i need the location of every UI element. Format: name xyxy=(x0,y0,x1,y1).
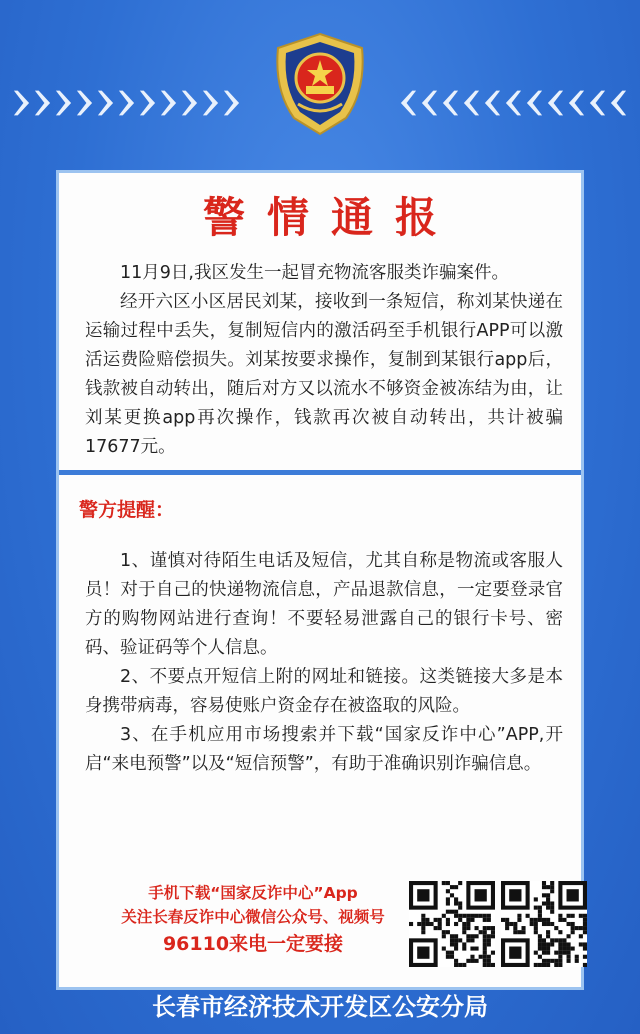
qr-code-icon[interactable] xyxy=(501,881,587,967)
chevron-icon xyxy=(159,88,178,118)
promo-download-line: 手机下载“国家反诈中心”App xyxy=(148,884,358,902)
chevron-icon xyxy=(96,88,115,118)
notice-card xyxy=(56,170,584,990)
promo-block xyxy=(83,881,423,959)
chevron-icon xyxy=(525,88,544,118)
promo-follow-line: 关注长春反诈中心微信公众号、视频号 xyxy=(121,908,385,926)
police-emblem-icon xyxy=(268,30,372,140)
notice-title: 警情通报 xyxy=(202,193,459,242)
chevron-icon xyxy=(399,88,418,118)
tips-heading: 警方提醒： xyxy=(79,499,175,521)
chevron-icon xyxy=(609,88,628,118)
promo-hotline-line: 96110来电一定要接 xyxy=(162,933,344,955)
qr-code-icon[interactable] xyxy=(409,881,495,967)
footer-organization: 长春市经济技术开发区公安分局 xyxy=(152,993,488,1021)
chevron-icon xyxy=(588,88,607,118)
chevron-icon xyxy=(54,88,73,118)
chevron-icon xyxy=(138,88,157,118)
chevron-icon xyxy=(462,88,481,118)
right-wing-icon xyxy=(399,88,628,118)
chevron-icon xyxy=(12,88,31,118)
chevron-icon xyxy=(567,88,586,118)
incident-paragraph: 经开六区小区居民刘某，接收到一条短信，称刘某快递在运输过程中丢失，复制短信内的激活码至手机银行APP可以激活运费险赔偿损失。刘某按要求操作，复制到某银行app后，钱款被自动转出，随后对方又以流水不够资金被冻结为由，让刘某更换app再次操作，钱款再次被自动转出，共计被骗17677元。 xyxy=(85,292,563,457)
tip-item: 2、不要点开短信上附的网址和链接。这类链接大多是本身携带病毒，容易使账户资金存在被盗取的风险。 xyxy=(85,667,563,716)
left-wing-icon xyxy=(12,88,241,118)
chevron-icon xyxy=(180,88,199,118)
incident-report xyxy=(85,259,563,462)
chevron-icon xyxy=(546,88,565,118)
tip-item: 1、谨慎对待陌生电话及短信，尤其自称是物流或客服人员！对于自己的快递物流信息，产品退款信息，一定要登录官方的购物网站进行查询！不要轻易泄露自己的银行卡号、密码、验证码等个人信息。 xyxy=(85,551,563,658)
chevron-icon xyxy=(420,88,439,118)
chevron-icon xyxy=(222,88,241,118)
chevron-icon xyxy=(441,88,460,118)
tips-list xyxy=(85,547,563,779)
chevron-icon xyxy=(117,88,136,118)
chevron-icon xyxy=(483,88,502,118)
chevron-icon xyxy=(75,88,94,118)
chevron-icon xyxy=(33,88,52,118)
tip-item: 3、在手机应用市场搜索并下载“国家反诈中心”APP,开启“来电预警”以及“短信预警”，有助于准确识别诈骗信息。 xyxy=(85,725,563,774)
chevron-icon xyxy=(504,88,523,118)
chevron-icon xyxy=(201,88,220,118)
section-divider xyxy=(59,470,581,475)
incident-paragraph: 11月9日,我区发生一起冒充物流客服类诈骗案件。 xyxy=(120,263,509,283)
